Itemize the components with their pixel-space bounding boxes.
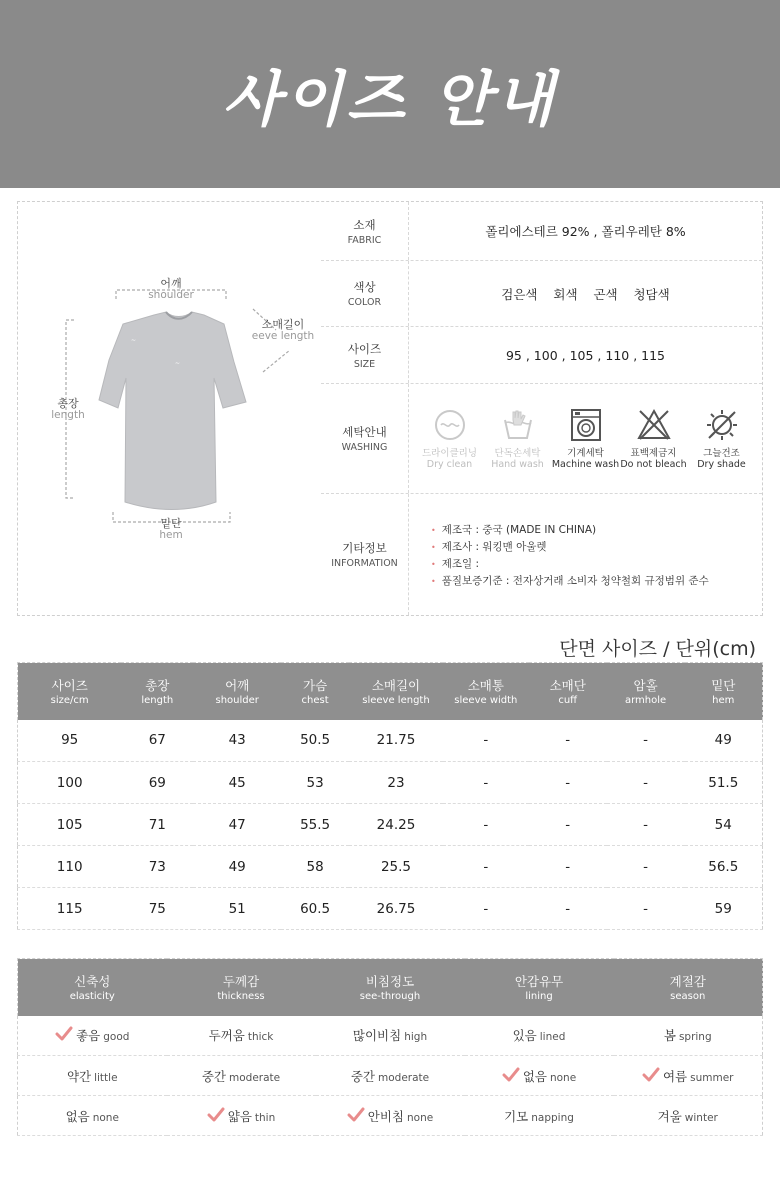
size-table-cell: 49 — [685, 720, 763, 762]
size-header-cell: 소매통 sleeve width — [443, 663, 529, 720]
attribute-option-label-en: winter — [684, 1111, 718, 1124]
size-table-cell: - — [607, 804, 685, 846]
size-table-row — [18, 846, 763, 888]
attribute-header-cell: 계절감 season — [614, 959, 763, 1016]
attributes-header — [18, 959, 763, 1016]
check-icon — [207, 1107, 225, 1123]
attribute-option-label-en: napping — [531, 1111, 574, 1124]
size-header-cell: 암홀 armhole — [607, 663, 685, 720]
size-table-cell: 67 — [121, 720, 193, 762]
size-table-cell: - — [607, 846, 685, 888]
attribute-option-label-en: high — [404, 1031, 428, 1044]
attribute-option — [465, 1096, 614, 1136]
washing-value — [409, 384, 762, 493]
page-title: 사이즈 안내 — [222, 65, 558, 135]
check-icon — [347, 1107, 365, 1123]
size-table-cell: 50.5 — [281, 720, 349, 762]
attribute-option-label-en: moderate — [378, 1071, 430, 1084]
attribute-option-label-en: summer — [690, 1071, 734, 1084]
size-table-row — [18, 762, 763, 804]
length-label: 총장 length — [51, 397, 85, 421]
washing-item-dry-clean: 드라이클리닝 Dry clean — [418, 408, 482, 470]
size-table-cell: 95 — [18, 720, 122, 762]
size-table-cell: - — [529, 762, 607, 804]
attribute-header-cell: 안감유무 lining — [465, 959, 614, 1016]
size-header-cell: 총장 length — [121, 663, 193, 720]
attribute-option-label-en: lined — [539, 1031, 566, 1044]
size-table-cell: - — [443, 888, 529, 930]
attributes-row — [18, 1016, 763, 1056]
attribute-option-label: 두꺼움 — [208, 1028, 245, 1044]
machine-wash-icon — [569, 408, 603, 442]
washing-item-no-bleach: 표백제금지 Do not bleach — [622, 408, 686, 470]
attribute-option-label: 겨울 — [657, 1108, 682, 1124]
size-table-cell: 53 — [281, 762, 349, 804]
dry-clean-icon — [433, 408, 467, 442]
size-table-cell: 75 — [121, 888, 193, 930]
size-table-cell: 25.5 — [349, 846, 443, 888]
size-table-cell: - — [443, 762, 529, 804]
info-line: • 제조일 : — [431, 556, 709, 573]
info-line: • 제조국 : 중국 (MADE IN CHINA) — [431, 522, 709, 539]
size-header-cell: 소매길이 sleeve length — [349, 663, 443, 720]
shoulder-label: 어깨 shoulder — [148, 277, 194, 301]
attribute-option-label-en: none — [549, 1071, 577, 1084]
attribute-option-label: 많이비침 — [352, 1028, 402, 1044]
size-table-cell: - — [443, 846, 529, 888]
size-table-row — [18, 804, 763, 846]
size-table-cell: 73 — [121, 846, 193, 888]
attribute-option-label: 중간 — [201, 1068, 227, 1084]
svg-text:~: ~ — [131, 337, 137, 344]
size-table-cell: - — [529, 720, 607, 762]
size-table-cell: 23 — [349, 762, 443, 804]
attribute-option-label-en: thick — [247, 1031, 274, 1044]
attribute-option — [614, 1096, 763, 1136]
spec-head: 세탁안내 WASHING — [321, 384, 409, 493]
attribute-option-label: 있음 — [512, 1028, 537, 1044]
attributes-table — [17, 958, 763, 1136]
attribute-option-label-en: moderate — [229, 1071, 281, 1084]
attribute-option-label-en: spring — [678, 1031, 712, 1044]
size-table — [17, 662, 763, 930]
attributes-row — [18, 1056, 763, 1096]
attribute-option — [614, 1056, 763, 1096]
title-banner — [0, 0, 780, 188]
washing-icons — [418, 408, 754, 470]
spec-head: 소재 FABRIC — [321, 202, 409, 260]
size-table-cell: 51 — [193, 888, 281, 930]
shirt-figure — [18, 202, 321, 615]
size-table-cell: - — [607, 720, 685, 762]
size-table-cell: 58 — [281, 846, 349, 888]
size-header-cell: 밑단 hem — [685, 663, 763, 720]
size-table-cell: - — [529, 846, 607, 888]
spec-row-color — [321, 261, 762, 327]
size-header-cell: 어깨 shoulder — [193, 663, 281, 720]
size-table-cell: 54 — [685, 804, 763, 846]
size-table-cell: - — [529, 804, 607, 846]
spec-head: 사이즈 SIZE — [321, 327, 409, 383]
no-bleach-icon — [637, 408, 671, 442]
size-header-cell: 가슴 chest — [281, 663, 349, 720]
attributes-row — [18, 1096, 763, 1136]
washing-item-hand-wash: 단독손세탁 Hand wash — [486, 408, 550, 470]
spec-row-size — [321, 327, 762, 384]
hem-label: 밑단 hem — [159, 517, 183, 541]
product-info-box — [17, 201, 763, 616]
info-line: • 제조사 : 워킹맨 아울렛 — [431, 539, 709, 556]
attribute-option-label: 얇음 — [227, 1108, 252, 1124]
size-table-cell: 59 — [685, 888, 763, 930]
attribute-option-label: 중간 — [350, 1068, 376, 1084]
attribute-option-label: 없음 — [65, 1108, 90, 1124]
attribute-option-label: 안비침 — [367, 1108, 405, 1124]
attribute-option — [18, 1096, 167, 1136]
information-list — [431, 522, 709, 590]
size-table-cell: 105 — [18, 804, 122, 846]
attribute-option — [614, 1016, 763, 1056]
size-table-cell: 71 — [121, 804, 193, 846]
spec-row-information — [321, 494, 762, 615]
attribute-header-cell: 신축성 elasticity — [18, 959, 167, 1016]
size-table-cell: 45 — [193, 762, 281, 804]
size-table-cell: 56.5 — [685, 846, 763, 888]
attribute-option-label: 좋음 — [76, 1028, 101, 1044]
attribute-header-cell: 비침정도 see-through — [316, 959, 465, 1016]
size-table-header — [18, 663, 763, 720]
size-value: 95 , 100 , 105 , 110 , 115 — [505, 347, 666, 363]
attribute-option — [167, 1056, 316, 1096]
washing-item-machine-wash: 기계세탁 Machine wash — [554, 408, 618, 470]
spec-row-fabric — [321, 202, 762, 261]
size-table-cell: 100 — [18, 762, 122, 804]
spec-row-washing — [321, 384, 762, 494]
size-table-cell: - — [529, 888, 607, 930]
size-table-cell: 60.5 — [281, 888, 349, 930]
washing-item-dry-shade: 그늘건조 Dry shade — [690, 408, 754, 470]
attribute-option-label-en: none — [92, 1111, 119, 1124]
attribute-option-label: 약간 — [66, 1068, 92, 1084]
size-table-cell: 47 — [193, 804, 281, 846]
check-icon — [502, 1067, 520, 1083]
size-table-cell: 26.75 — [349, 888, 443, 930]
attribute-option-label-en: little — [94, 1071, 118, 1084]
size-table-row — [18, 720, 763, 762]
size-table-cell: 115 — [18, 888, 122, 930]
size-table-cell: 55.5 — [281, 804, 349, 846]
attribute-option — [18, 1016, 167, 1056]
attribute-option-label: 기모 — [504, 1108, 529, 1124]
svg-text:~: ~ — [175, 360, 181, 367]
size-table-row — [18, 888, 763, 930]
spec-head: 색상 COLOR — [321, 261, 409, 326]
size-table-cell: - — [607, 762, 685, 804]
size-table-cell: - — [443, 720, 529, 762]
attribute-header-cell: 두께감 thickness — [167, 959, 316, 1016]
size-table-cell: - — [607, 888, 685, 930]
sleeve-length-label: 소매길이 eeve length — [251, 318, 315, 342]
attribute-option-label: 없음 — [522, 1068, 547, 1084]
dry-shade-icon — [705, 408, 739, 442]
spec-head: 기타정보 INFORMATION — [321, 494, 409, 615]
attribute-option-label-en: none — [407, 1111, 434, 1124]
attribute-option — [316, 1056, 465, 1096]
size-table-cell: 69 — [121, 762, 193, 804]
attribute-option-label-en: good — [103, 1031, 130, 1044]
size-table-cell: 24.25 — [349, 804, 443, 846]
size-header-cell: 소매단 cuff — [529, 663, 607, 720]
color-value: 검은색 회색 곤색 청담색 — [501, 286, 670, 302]
attribute-option-label: 여름 — [662, 1068, 688, 1084]
size-table-cell: 49 — [193, 846, 281, 888]
hand-wash-icon — [501, 408, 535, 442]
size-header-cell: 사이즈 size/cm — [18, 663, 122, 720]
attribute-option — [316, 1096, 465, 1136]
attribute-option — [167, 1096, 316, 1136]
attribute-option — [316, 1016, 465, 1056]
size-table-cell: 21.75 — [349, 720, 443, 762]
check-icon — [642, 1067, 660, 1083]
attribute-option-label-en: thin — [254, 1111, 276, 1124]
check-icon — [55, 1026, 73, 1042]
size-section-title: 단면 사이즈 / 단위(cm) — [559, 638, 756, 660]
size-table-cell: 43 — [193, 720, 281, 762]
info-line: • 품질보증기준 : 전자상거래 소비자 청약철회 규정범위 준수 — [431, 573, 709, 590]
attribute-option — [18, 1056, 167, 1096]
attribute-option — [465, 1056, 614, 1096]
size-table-cell: 51.5 — [685, 762, 763, 804]
attribute-option — [167, 1016, 316, 1056]
size-table-cell: - — [443, 804, 529, 846]
attribute-option-label: 봄 — [663, 1028, 676, 1044]
size-table-cell: 110 — [18, 846, 122, 888]
fabric-value: 폴리에스테르 92% , 폴리우레탄 8% — [485, 224, 686, 239]
attribute-option — [465, 1016, 614, 1056]
